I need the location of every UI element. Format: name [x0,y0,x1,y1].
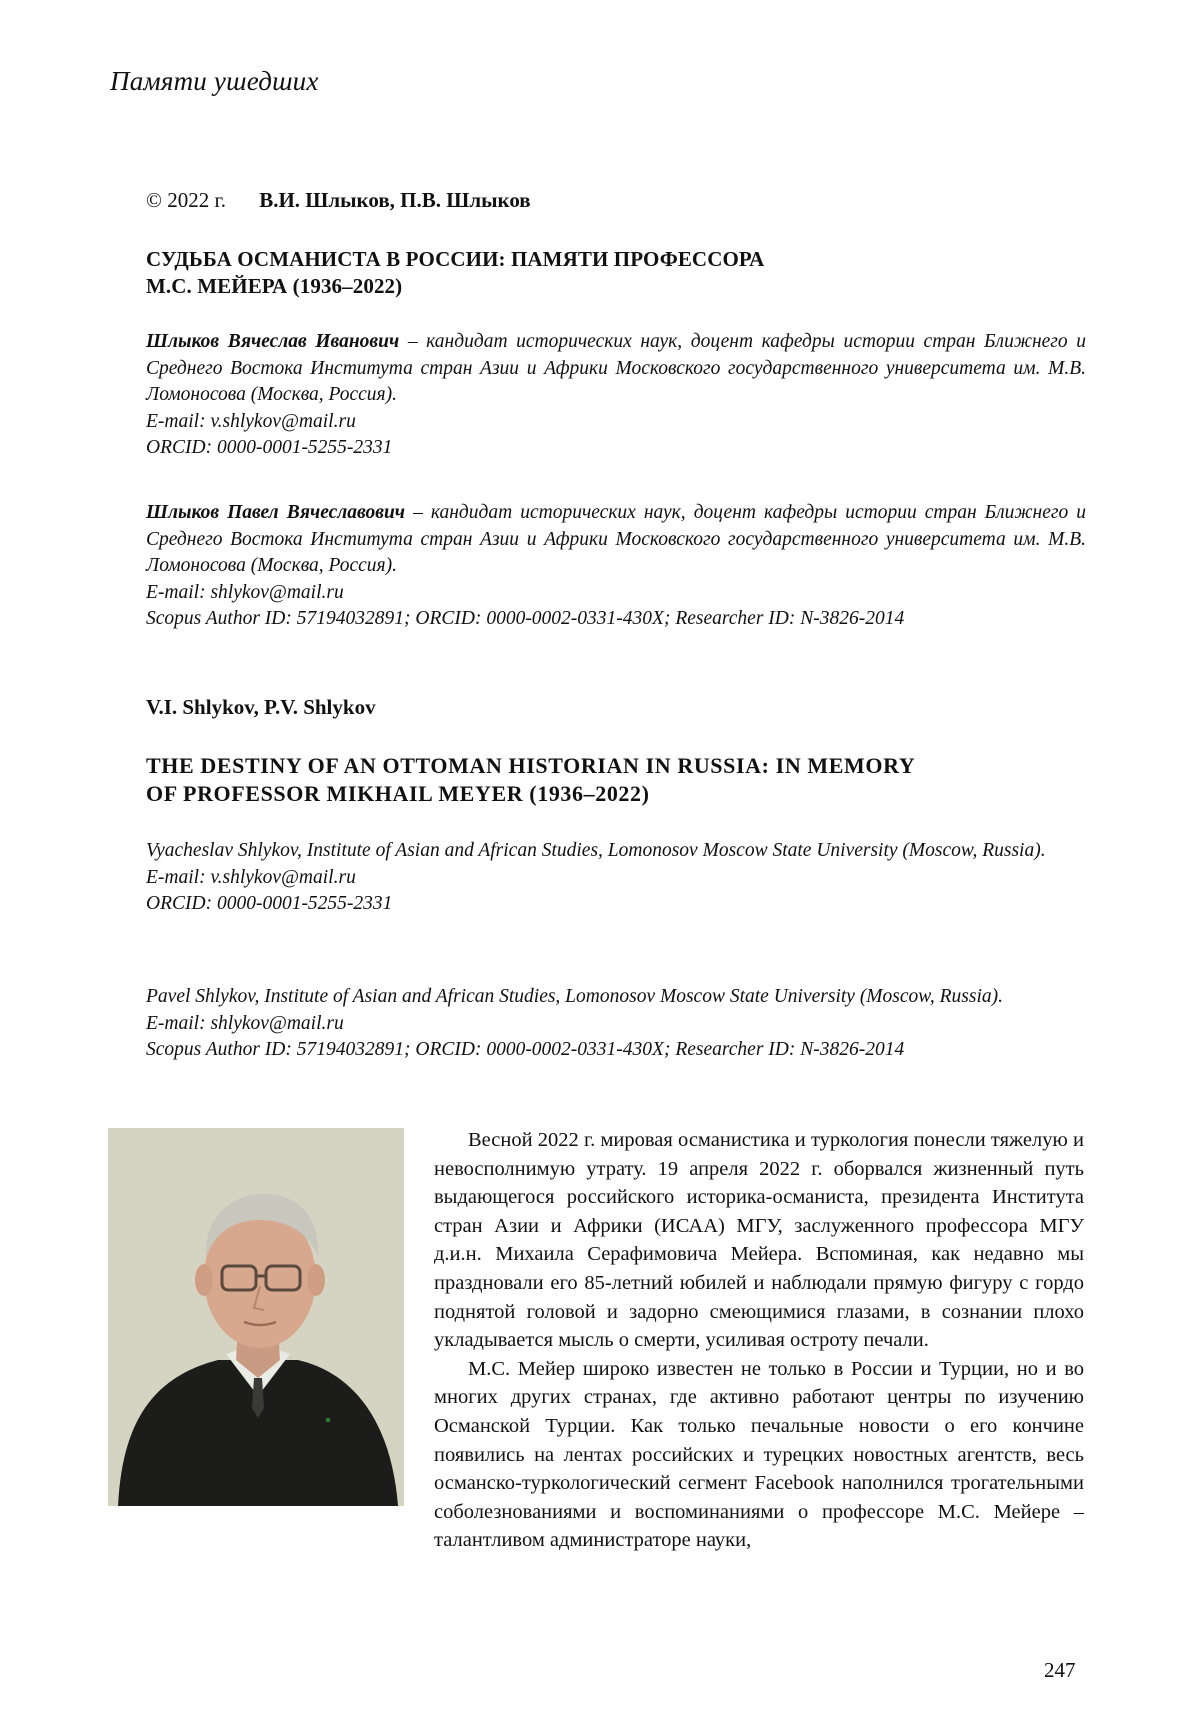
author-name: Шлыков Павел Вячеславович [146,502,406,523]
authors-en: V.I. Shlykov, P.V. Shlykov [146,695,376,719]
author-email: E-mail: shlykov@mail.ru [146,581,344,603]
author-description [146,500,1086,580]
article-body [110,1126,1084,1555]
body-paragraph-2: М.С. Мейер широко известен не только в России и Турции, но и во многих других странах, где активно работают центры по изучению Османской Турции. Как только печальные новости о его кончине появились на лентах российских и турецких новостных агентств, весь османско-туркологический сегмент Facebook наполнился трогательными соболезнованиями и воспоминаниями о профессоре М.С. Мейере – талантливом администраторе науки, [434,1357,1084,1552]
author-affiliation: – кандидат исторических наук, доцент кафедры истории стран Ближнего и Среднего Востока Института стран Азии и Африки Московского государственного университета им. М.В. Ломоносова (Москва, Россия). [146,331,1086,405]
author-info-en-1 [146,838,1086,918]
author-ids: Scopus Author ID: 57194032891; ORCID: 0000-0002-0331-430X; Researcher ID: N-3826-2014 [146,608,905,629]
author-info-ru-1 [146,329,1086,462]
title-en-line-1: THE DESTINY OF AN OTTOMAN HISTORIAN IN RUSSIA: IN MEMORY [146,753,916,778]
title-ru-line-2: М.С. МЕЙЕРА (1936–2022) [146,274,403,298]
author-affiliation-en: Pavel Shlykov, Institute of Asian and African Studies, Lomonosov Moscow State University (Moscow, Russia). [146,986,1003,1007]
page-number: 247 [1044,1658,1076,1682]
copyright-year: © 2022 г. [146,188,226,212]
section-heading: Памяти ушедших [110,66,319,96]
author-description [146,329,1086,409]
photo-wrap-space [110,1126,434,1544]
byline [146,188,1086,213]
author-name: Шлыков Вячеслав Иванович [146,331,400,352]
author-info-en-2 [146,984,1086,1064]
author-ids: Scopus Author ID: 57194032891; ORCID: 0000-0002-0331-430X; Researcher ID: N-3826-2014 [146,1039,905,1060]
author-ids: ORCID: 0000-0001-5255-2331 [146,437,393,458]
byline-authors: В.И. Шлыков, П.В. Шлыков [259,188,531,212]
author-email: E-mail: v.shlykov@mail.ru [146,866,356,888]
author-ids: ORCID: 0000-0001-5255-2331 [146,893,393,914]
author-affiliation-en: Vyacheslav Shlykov, Institute of Asian and African Studies, Lomonosov Moscow State University (Moscow, Russia). [146,840,1046,861]
author-email: E-mail: v.shlykov@mail.ru [146,410,356,432]
article-title-ru [146,246,1086,300]
title-ru-line-1: СУДЬБА ОСМАНИСТА В РОССИИ: ПАМЯТИ ПРОФЕССОРА [146,247,765,271]
author-email: E-mail: shlykov@mail.ru [146,1012,344,1034]
title-en-line-2: OF PROFESSOR MIKHAIL MEYER (1936–2022) [146,781,650,806]
author-affiliation: – кандидат исторических наук, доцент кафедры истории стран Ближнего и Среднего Востока Института стран Азии и Африки Московского государственного университета им. М.В. Ломоносова (Москва, Россия). [146,502,1086,576]
body-paragraph-1: Весной 2022 г. мировая османистика и туркология понесли тяжелую и невосполнимую утрату. 19 апреля 2022 г. оборвался жизненный путь выдающегося российского историка-османиста, президента Института стран Азии и Африки (ИСАА) МГУ, заслуженного профессора МГУ д.и.н. Михаила Серафимовича Мейера. Вспоминая, как недавно мы праздновали его 85-летний юбилей и наблюдали прямую фигуру с гордо поднятой головой и задорно смеющимися глазами, в сознании плохо укладывается мысль о смерти, усиливая остроту печали. [434,1129,1084,1352]
author-info-ru-2 [146,500,1086,633]
article-title-en [146,752,1086,808]
